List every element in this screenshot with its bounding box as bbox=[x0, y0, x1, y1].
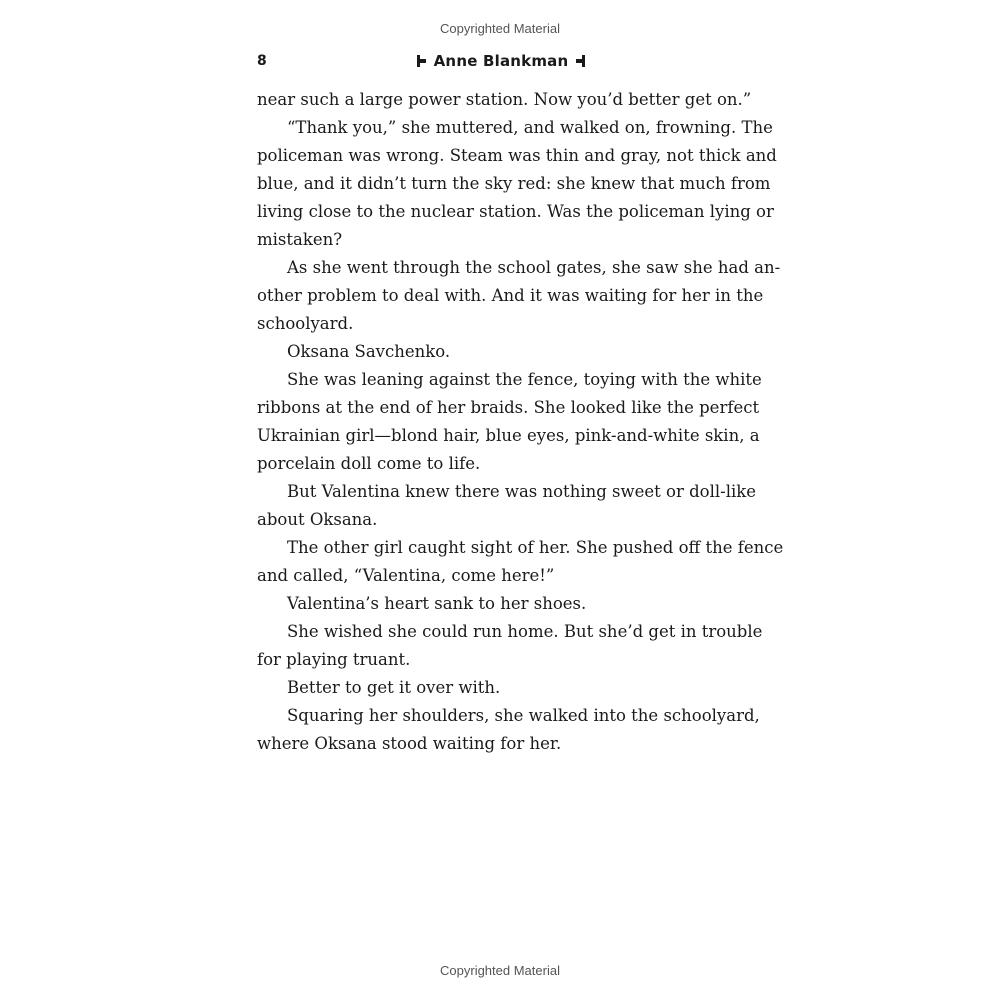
text-line: for playing truant. bbox=[257, 650, 411, 669]
text-line: Ukrainian girl—blond hair, blue eyes, pink-and-white skin, a bbox=[257, 426, 760, 445]
text-line: schoolyard. bbox=[257, 314, 354, 333]
text-line: and called, “Valentina, come here!” bbox=[257, 566, 555, 585]
text-line: blue, and it didn’t turn the sky red: she knew that much from bbox=[257, 174, 771, 193]
text-line: She was leaning against the fence, toying with the white bbox=[287, 370, 762, 389]
ornament-left-icon bbox=[417, 55, 426, 67]
text-line: The other girl caught sight of her. She pushed off the fence bbox=[287, 538, 784, 557]
text-line: porcelain doll come to life. bbox=[257, 454, 481, 473]
text-line: where Oksana stood waiting for her. bbox=[257, 734, 562, 753]
ornament-right-icon bbox=[576, 55, 585, 67]
body-text bbox=[257, 86, 784, 758]
text-line: Better to get it over with. bbox=[287, 678, 501, 697]
text-line: near such a large power station. Now you’d better get on.” bbox=[257, 90, 752, 109]
text-line: policeman was wrong. Steam was thin and gray, not thick and bbox=[257, 146, 777, 165]
running-head bbox=[257, 52, 745, 70]
page-number: 8 bbox=[257, 53, 267, 69]
text-line: ribbons at the end of her braids. She looked like the perfect bbox=[257, 398, 760, 417]
text-line: “Thank you,” she muttered, and walked on, frowning. The bbox=[287, 118, 773, 137]
text-line: Squaring her shoulders, she walked into the schoolyard, bbox=[287, 706, 760, 725]
text-line: living close to the nuclear station. Was the policeman lying or bbox=[257, 202, 774, 221]
text-line: But Valentina knew there was nothing sweet or doll-like bbox=[287, 482, 757, 501]
text-line: She wished she could run home. But she’d get in trouble bbox=[287, 622, 763, 641]
copyright-watermark-bottom: Copyrighted Material bbox=[440, 963, 560, 978]
text-line: other problem to deal with. And it was waiting for her in the bbox=[257, 286, 764, 305]
text-line: Oksana Savchenko. bbox=[287, 342, 451, 361]
page-header bbox=[257, 52, 745, 74]
text-line: mistaken? bbox=[257, 230, 343, 249]
text-line: Valentina’s heart sank to her shoes. bbox=[287, 594, 587, 613]
author-name: Anne Blankman bbox=[433, 52, 569, 70]
text-line: about Oksana. bbox=[257, 510, 378, 529]
text-line: As she went through the school gates, she saw she had an- bbox=[287, 258, 781, 277]
copyright-watermark-top: Copyrighted Material bbox=[440, 21, 560, 36]
